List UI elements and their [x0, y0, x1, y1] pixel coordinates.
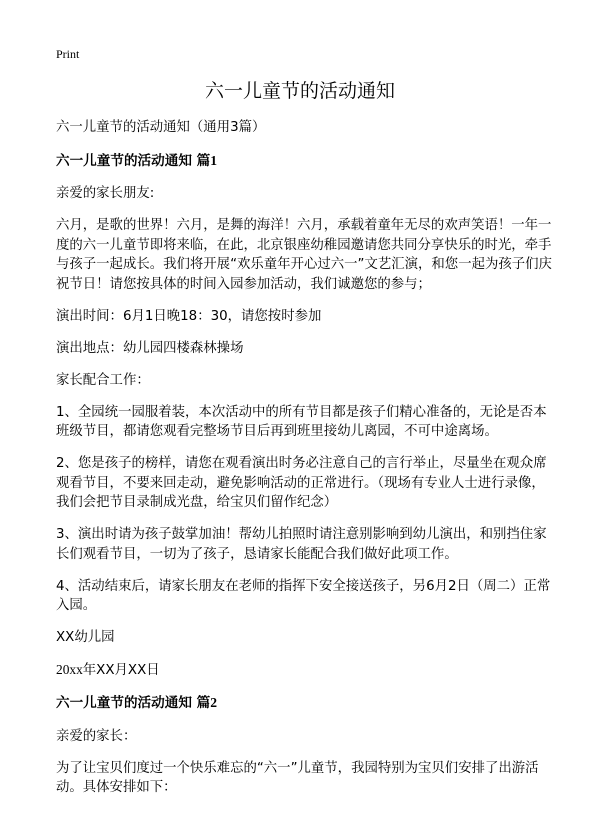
greeting: 亲爱的家长朋友:	[56, 186, 155, 201]
paragraph: 为了让宝贝们度过一个快乐难忘的“六一”儿童节，我园特别为宝贝们安排了出游活动。具体安排如下：	[56, 760, 539, 795]
list-item: 2、您是孩子的榜样，请您在观看演出时务必注意自己的言行举止，尽量坐在观众席观看节目，不要来回走动，避免影响活动的正常进行。（现场有专业人士进行录像，我们会把节目录制成光盘，给宝贝们留作纪念）	[56, 456, 547, 510]
signature: XX幼儿园	[56, 630, 115, 645]
date-year: 20xx	[56, 662, 83, 677]
date	[56, 660, 552, 681]
performance-time: 演出时间：6月1日晚18：30，请您按时参加	[56, 308, 322, 324]
date-rest: 年XX月XX日	[82, 663, 160, 678]
list-item: 3、演出时请为孩子鼓掌加油！帮幼儿拍照时请注意别影响到幼儿演出，和别挡住家长们观看节目，一切为了孩子，恳请家长能配合我们做好此项工作。	[56, 527, 547, 562]
list-item: 1、全园统一园服着装，本次活动中的所有节目都是孩子们精心准备的，无论是否本班级节目，都请您观看完整场节目后再到班里接幼儿离园，不可中途离场。	[56, 404, 547, 439]
parent-cooperation-heading: 家长配合工作：	[56, 372, 150, 388]
performance-location: 演出地点：幼儿园四楼森林操场	[56, 340, 244, 356]
greeting: 亲爱的家长：	[56, 728, 137, 744]
section-heading-1	[56, 151, 552, 172]
paragraph: 六月，是歌的世界！六月，是舞的海洋！六月，承载着童年无尽的欢声笑语！一年一度的六一儿童节即将来临，在此，北京银座幼稚园邀请您共同分享快乐的时光，牵手与孩子一起成长。我们将开展“欢乐童年开心过六一”文艺汇演，和您一起为孩子们庆祝节日！请您按具体的时间入园参加活动，我们诚邀您的参与；	[56, 218, 552, 292]
document-body	[56, 118, 552, 810]
page-title: 六一儿童节的活动通知	[204, 80, 395, 102]
print-link[interactable]: Print	[56, 47, 80, 61]
section-heading-number: 2	[210, 695, 218, 710]
list-item: 4、活动结束后，请家长朋友在老师的指挥下安全接送孩子，另6月2日（周二）正常入园。	[56, 578, 551, 613]
section-heading-text: 六一儿童节的活动通知 篇	[56, 152, 211, 169]
section-heading-number: 1	[210, 152, 218, 168]
section-heading-2	[56, 693, 552, 714]
section-heading-text: 六一儿童节的活动通知 篇	[56, 695, 211, 711]
document-subtitle: 六一儿童节的活动通知（通用3篇）	[56, 120, 266, 135]
